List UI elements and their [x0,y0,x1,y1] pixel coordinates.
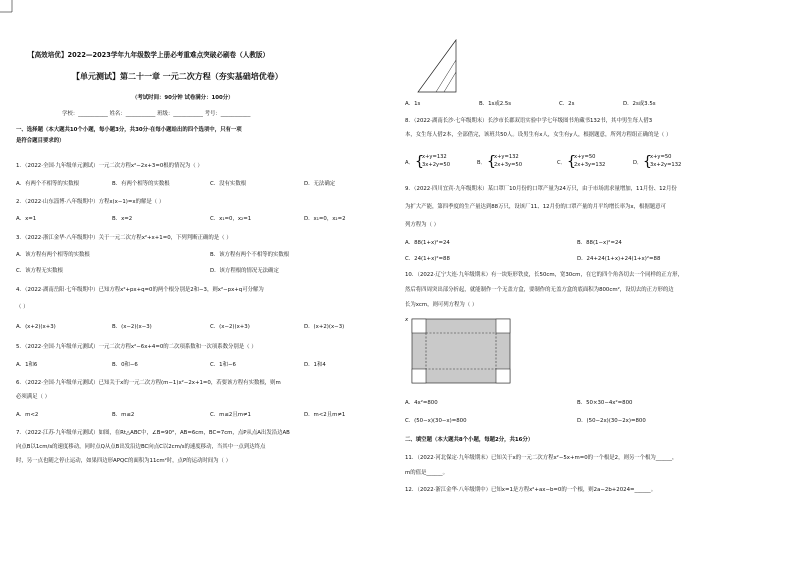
q2-option-d[interactable]: D．x₁=0，x₂=2 [304,216,346,222]
q7-option-d[interactable]: D．2s或3.5s [623,101,656,107]
q4-option-b[interactable]: B．(x−2)(x−3) [112,324,152,330]
student-fields[interactable]: 学校：___________ 姓名：___________ 班级：___________ 考号：___________ [62,111,251,117]
question-11: 11．（2022·河北保定·九年级期末）已知关于x的一元二次方程x²−5x+m=0的一个根是2，则另一个根为______， [405,455,678,461]
question-9-line2: 为扩大产能，第四季度的生产量达到88万只，设该厂11、12月份的口罩产量的月平均增长率为x，根据题意可 [405,204,666,210]
q7-option-b[interactable]: B．1s或2.5s [479,101,512,107]
q8-option-b-label: B． [477,160,486,166]
page-title: 【单元测试】第二十一章 一元二次方程（夯实基础培优卷） [72,72,283,81]
question-6: 6．（2022·全国·九年级单元测试）已知关于x的一元二次方程(m−1)x²−2x+1=0，若要该方程有实数根，则m [16,380,281,386]
crop-mark-icon [0,0,16,16]
q1-option-c[interactable]: C．没有实数根 [210,181,247,187]
q2-option-a[interactable]: A．x=1 [16,216,37,222]
q3-option-d[interactable]: D．该方程根的情况无法确定 [210,268,279,274]
q5-option-a[interactable]: A．1和6 [16,362,38,368]
q8-option-b-eq1: x+y=132 [494,154,519,160]
brace-icon: { [415,154,424,170]
question-8: 8．（2022·湖南长沙·七年级期末）长沙市长郡双语实验中学七年级图书角藏书132书，其中男生每人借3 [405,118,653,124]
q7-option-c[interactable]: C．2s [559,101,575,107]
figure-label-x: x [405,317,409,323]
q2-option-c[interactable]: C．x₁=0，x₂=1 [210,216,252,222]
q8-option-c-label: C． [557,160,566,166]
brace-icon: { [487,154,496,170]
q8-option-a-label: A． [405,160,414,166]
question-1: 1．（2022·全国·九年级单元测试）一元二次方程x²−2x+3=0根的情况为（ ） [16,163,203,169]
brace-icon: { [567,154,576,170]
question-4: 4．（2022·湖南岳阳·七年级期中）已知方程x²+px+q=0的两个根分别是2和−3，则x²−px+q可分解为 [16,287,264,293]
q9-option-b[interactable]: B．88(1−x)²=24 [577,240,622,246]
q1-option-d[interactable]: D．无法确定 [304,181,336,187]
q7-option-a[interactable]: A．1s [405,101,421,107]
q5-option-d[interactable]: D．1和4 [304,362,326,368]
q1-option-b[interactable]: B．有两个相等的实数根 [112,181,170,187]
q4-option-a[interactable]: A．(x+2)(x+3) [16,324,56,330]
q3-option-a[interactable]: A．该方程有两个相等的实数根 [16,252,90,258]
q8-option-d-eq1: x+y=50 [650,154,672,160]
q10-option-b[interactable]: B．50×30−4x²=800 [577,400,633,406]
question-3: 3．（2022·浙江金华·八年级期中）关于一元二次方程x²+x+1=0，下列判断正确的是（ ） [16,235,232,241]
brace-icon: { [643,154,652,170]
q8-option-a-eq2: 3x+2y=50 [422,162,451,168]
q5-option-b[interactable]: B．0和−6 [112,362,138,368]
question-7-line3: 时，另一点也随之停止运动，如果四边形APQC的面积为11cm²时，点P的运动时间为（ ） [16,458,232,464]
q6-option-b[interactable]: B．m≤2 [112,412,135,418]
question-5: 5．（2022·全国·九年级单元测试）一元二次方程x²−6x+4=0的二次项系数和一次项系数分别是（ ） [16,344,257,350]
question-8-line2: 本，女生每人借2本，全部借完，该班共50人。设男生有x人，女生有y人，根据题意，所列方程组正确的是（ ） [405,132,672,138]
question-6-cont: 必须满足（ ） [16,394,51,400]
question-2: 2．（2022·山东淄博·八年级期中）方程x(x−1)=x的解是（ ） [16,199,165,205]
question-11-line2: m的值是______。 [405,470,448,476]
q10-option-a[interactable]: A．4x²=800 [405,400,438,406]
q6-option-c[interactable]: C．m≤2且m≠1 [210,412,251,418]
q3-option-b[interactable]: B．该方程有两个不相等的实数根 [210,252,290,258]
question-10-line3: 长为xcm，则可列方程为（ ） [405,302,478,308]
question-7-line2: 向点B以1cm/s的速度移动，同时点Q从点B出发沿边BC向点C以2cm/s的速度移动，当其中一点到达终点 [16,444,266,450]
q4-option-d[interactable]: D．(x+2)(x−3) [304,324,345,330]
q8-option-d-eq2: 3x+2y=132 [650,162,682,168]
right-page [397,0,794,562]
section-1-heading: 一、选择题（本大题共10个小题，每小题3分，共30分·在每小题给出的四个选项中，只有一项 [16,127,242,133]
q8-option-c-eq1: x+y=50 [574,154,596,160]
section-1-heading-cont: 是符合题目要求的） [16,138,65,144]
question-10-line2: 然后将四周突出部分折起，就能制作一个无盖方盒，要制作的无盖方盒的底面积为800cm²，设切去的正方形的边 [405,287,674,293]
q8-option-d-label: D． [633,160,643,166]
section-2-heading: 二、填空题（本大题共8个小题，每题2分，共16分） [405,437,534,443]
q9-option-c[interactable]: C．24(1+x)²=88 [405,256,450,262]
series-title: 【高效培优】2022—2023学年九年级数学上册必考重难点突破必刷卷（人教版） [28,51,270,59]
question-12: 12．（2022·浙江金华·八年级期中）已知x=1是方程x²+ax−b=0的一个根，则2a−2b+2024=______。 [405,487,657,493]
q4-paren: （ ） [16,304,29,310]
question-7: 7．（2022·江苏·九年级单元测试）如图，在Rt△ABC中，∠B=90°，AB=6cm，BC=7cm，点P从点A出发沿边AB [16,430,290,436]
q1-option-a[interactable]: A．有两个不相等的实数根 [16,181,79,187]
question-10: 10．（2022·辽宁大连·九年级期末）有一块矩形铁皮，长50cm，宽30cm，在它的四个角各切去一个同样的正方形， [405,272,683,278]
triangle-figure [412,38,462,96]
q3-option-c[interactable]: C．该方程无实数根 [16,268,63,274]
q6-option-a[interactable]: A．m<2 [16,412,39,418]
question-9: 9．（2022·四川宜宾·九年级期末）某口罩厂10月份的口罩产量为24万只，由于市场需求量增加，11月份、12月份 [405,186,677,192]
q9-option-a[interactable]: A．88(1+x)²=24 [405,240,450,246]
q6-option-d[interactable]: D．m<2且m≠1 [304,412,346,418]
rectangle-sheet-figure [411,318,511,384]
q8-option-b-eq2: 2x+3y=50 [494,162,523,168]
q10-option-c[interactable]: C．(50−x)(30−x)=800 [405,418,467,424]
q4-option-c[interactable]: C．(x−2)(x+3) [210,324,250,330]
q8-option-c-eq2: 2x+3y=132 [574,162,606,168]
exam-info: （考试时间：90分钟 试卷满分：100分） [132,95,234,101]
q9-option-d[interactable]: D．24+24(1+x)+24(1+x)²=88 [577,256,661,262]
q8-option-a-eq1: x+y=132 [422,154,447,160]
q2-option-b[interactable]: B．x=2 [112,216,133,222]
q5-option-c[interactable]: C．1和−6 [210,362,236,368]
question-9-line3: 列方程为（ ） [405,222,440,228]
q10-option-d[interactable]: D．(50−2x)(30−2x)=800 [577,418,646,424]
